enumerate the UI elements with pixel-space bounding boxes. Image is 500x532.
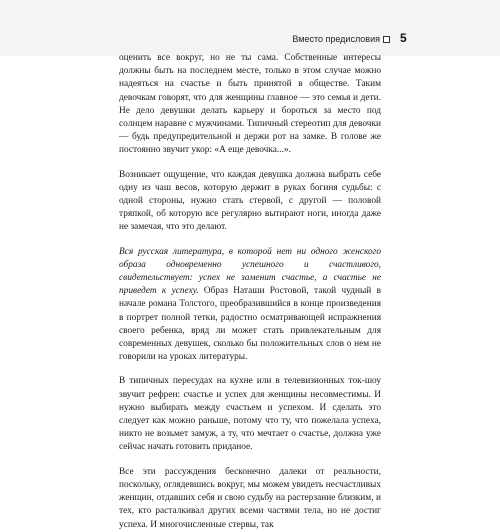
page-number: 5 (400, 31, 407, 45)
page-header (0, 0, 500, 56)
paragraph-1 (119, 52, 381, 158)
running-title: Вместо предисловия (292, 34, 380, 44)
paragraph-5-text: Все эти рассуждения бесконечно далеки от реальности, поскольку, оглядевшись вокруг, мы можем увидеть несчастливых женщин, отдавших себя и свою судьбу на растерзание близким, и тех, кто расталкивал других всеми частями тела, но не достиг успеха. И многочисленные стервы, так (119, 466, 381, 530)
paragraph-3 (119, 246, 381, 365)
square-icon (383, 36, 390, 43)
paragraph-2-text: Возникает ощущение, что каждая девушка должна выбрать себе одну из чаш весов, которую держит в руках богиня судьбы: с одной стороны, нужно стать стервой, с другой — половой тряпкой, об которую все регулярно вытирают ноги, иногда даже не замечая, что это делают. (119, 169, 381, 233)
body-text (119, 52, 381, 532)
paragraph-2 (119, 169, 381, 235)
paragraph-4-text: В типичных пересудах на кухне или в телевизионных ток-шоу звучит рефрен: счастье и успех для женщины несовместимы. И нужно выбирать между счастьем и успехом. И сделать это следует как можно раньше, потому что ту, что пожелала успеха, никто не возьмет замуж, а ту, что мечтает о счастье, должна уже сейчас начать готовить приданое. (119, 376, 381, 453)
paragraph-1-text: оценить все вокруг, но не ты сама. Собственные интересы должны быть на последнем месте, только в этом случае можно надеяться на счастье и быть принятой в обществе. Таким девочкам говорят, что для женщины главное — это семья и дети. Не дело девушки делать карьеру и бороться за место под солнцем наравне с мужчинами. Типичный стереотип для девочки — будь предупредительной и держи рот на замке. В голове же постоянно звучит укор: «А еще девочка...». (119, 53, 381, 156)
paragraph-3-italic-lead: Вся русская литература, в которой нет ни одного женского образа одновременно успешного и счастливого, свидетельствует: успех не заменит счастье, а счастье не приведет к успеху. (119, 246, 381, 297)
paragraph-4 (119, 375, 381, 454)
paragraph-3-text: Образ Наташи Ростовой, такой чудный в начале романа Толстого, преобразившийся в конце произведения в портрет полной тетки, радостно осматривающей испражнения своего ребенка, вряд ли может стать привлекательным для современных девушек, сколько бы положительных слов о нем не говорили на уроках литературы. (119, 286, 381, 363)
paragraph-5 (119, 466, 381, 532)
